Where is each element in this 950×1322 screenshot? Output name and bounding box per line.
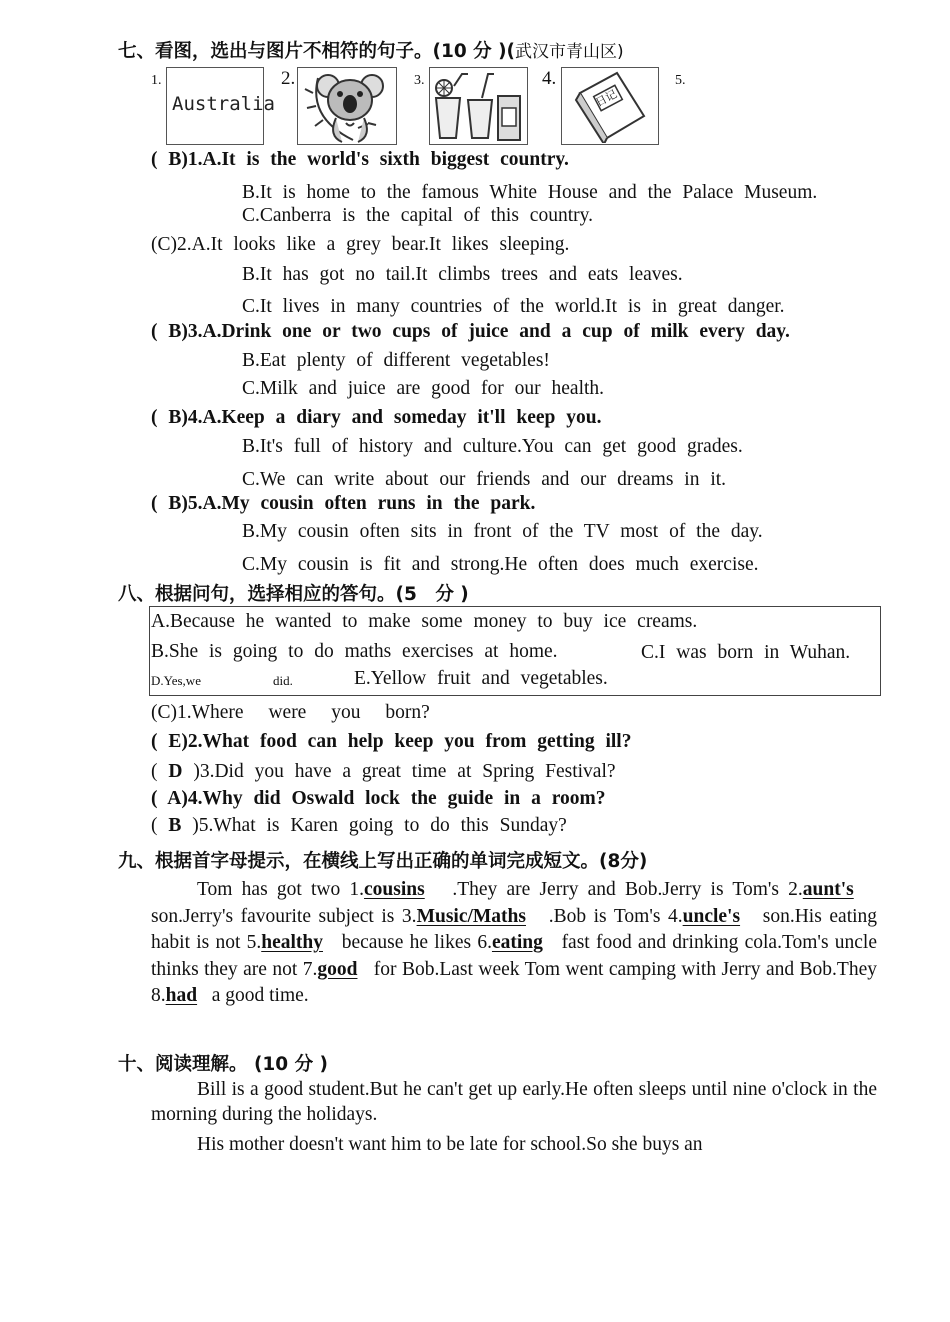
s7-q2-b: B.It has got no tail.It climbs trees and eats leaves. xyxy=(242,264,683,285)
s7-q5-b: B.My cousin often sits in front of the TV most of the day. xyxy=(242,521,763,542)
s7-q3-b: B.Eat plenty of different vegetables! xyxy=(242,350,550,371)
cloze-text-1: Tom has got two 1. xyxy=(197,879,365,900)
australia-picture xyxy=(166,67,275,145)
reading-paragraph-2: His mother doesn't want him to be late for school.So she buys an xyxy=(197,1134,703,1155)
s8-option-b: B.She is going to do maths exercises at home. xyxy=(151,641,558,662)
cloze-passage xyxy=(151,877,877,1010)
s7-q4-a: ( B)4.A.Keep a diary and someday it'll keep you. xyxy=(151,407,602,428)
section-9-title: 九、根据首字母提示，在横线上写出正确的单词完成短文。(8分) xyxy=(118,851,648,872)
s7-q2-c: C.It lives in many countries of the world.It is in great danger. xyxy=(242,296,785,317)
s8-q1: (C)1.Where were you born? xyxy=(151,702,430,723)
s7-q3-c: C.Milk and juice are good for our health. xyxy=(242,378,605,399)
s8-q3-text: )3.Did you have a great time at Spring Festival? xyxy=(193,761,616,782)
s7-q5-a: ( B)5.A.My cousin often runs in the park. xyxy=(151,493,536,514)
drinks-icon xyxy=(430,68,526,143)
cloze-text-2: .They are Jerry and Bob.Jerry is Tom's 2. xyxy=(452,879,803,900)
cloze-answer-8: had xyxy=(165,985,198,1006)
s7-q4-c: C.We can write about our friends and our dreams in it. xyxy=(242,469,727,490)
s8-q5-text: )5.What is Karen going to do this Sunday? xyxy=(192,815,567,836)
pic-number-4: 4. xyxy=(542,68,557,89)
s8-q2: ( E)2.What food can help keep you from getting ill? xyxy=(151,731,632,752)
cloze-answer-6: eating xyxy=(491,932,543,953)
s8-q5 xyxy=(151,815,567,837)
s7-q3-a: ( B)3.A.Drink one or two cups of juice and a cup of milk every day. xyxy=(151,321,790,342)
section-7-title xyxy=(118,37,624,63)
reading-paragraph-1: Bill is a good student.But he can't get up early.He often sleeps until nine o'clock in the morning during the holidays. xyxy=(151,1079,877,1125)
section-8-title: 八、根据问句，选择相应的答句。(5 分 ) xyxy=(118,584,469,605)
cloze-text-6: because he likes 6. xyxy=(341,932,492,953)
cloze-text-5: son.His eating habit is not 5. xyxy=(151,905,878,953)
section-7-title-text: 七、看图，选出与图片不相符的句子。(10 分 )( xyxy=(118,41,515,62)
cloze-answer-4: uncle's xyxy=(682,905,741,927)
s8-option-d-part1: D.Yes,we xyxy=(151,673,201,688)
s8-q4: ( A)4.Why did Oswald lock the guide in a room? xyxy=(151,788,606,809)
section-10-title: 十、阅读理解。 (10 分 ) xyxy=(118,1054,328,1075)
pic-number-2: 2. xyxy=(281,68,296,89)
s8-option-d-part2: did. xyxy=(273,673,293,688)
pic-number-1: 1. xyxy=(151,73,162,88)
s7-q4-b: B.It's full of history and culture.You can get good grades. xyxy=(242,436,743,457)
s8-option-a: A.Because he wanted to make some money to buy ice creams. xyxy=(151,611,698,632)
s8-q3-answer: D xyxy=(168,761,183,782)
diary-picture-text: 日记 xyxy=(593,87,619,110)
pic-number-5: 5. xyxy=(675,73,686,88)
cloze-text-4: .Bob is Tom's 4. xyxy=(548,905,683,927)
diary-picture xyxy=(561,67,659,145)
pic-number-3: 3. xyxy=(414,73,425,88)
s7-q1-c: C.Canberra is the capital of this country. xyxy=(242,205,593,226)
s8-q3 xyxy=(151,761,616,783)
cloze-text-9: a good time. xyxy=(211,985,309,1006)
cloze-answer-1: cousins xyxy=(364,879,425,900)
diary-icon xyxy=(562,68,657,143)
cloze-answer-7: good xyxy=(317,958,358,980)
s8-option-c: C.I was born in Wuhan. xyxy=(641,642,851,663)
s7-q1-a: ( B)1.A.It is the world's sixth biggest country. xyxy=(151,149,569,170)
cloze-text-8: for Bob.Last week Tom went camping with Jerry and Bob.They 8. xyxy=(151,958,878,1006)
koala-picture xyxy=(297,67,397,145)
cloze-text-3: son.Jerry's favourite subject is 3. xyxy=(151,905,417,927)
s8-q5-answer: B xyxy=(168,815,182,836)
section-7-source: 武汉市青山区) xyxy=(515,42,624,62)
s8-q3-open: ( xyxy=(151,761,158,782)
cloze-answer-3: Music/Maths xyxy=(416,905,526,927)
s7-q2-a: (C)2.A.It looks like a grey bear.It likes sleeping. xyxy=(151,234,570,255)
drinks-picture xyxy=(429,67,528,145)
s8-q5-open: ( xyxy=(151,815,158,836)
s7-q5-c: C.My cousin is fit and strong.He often does much exercise. xyxy=(242,554,759,575)
cloze-text-7: fast food and drinking cola.Tom's uncle thinks they are not 7. xyxy=(151,932,877,980)
cloze-answer-2: aunt's xyxy=(802,879,854,900)
s8-option-e: E.Yellow fruit and vegetables. xyxy=(354,668,608,689)
s7-q1-b: B.It is home to the famous White House and the Palace Museum. xyxy=(242,182,818,203)
cloze-answer-5: healthy xyxy=(261,932,323,953)
australia-picture-text: Australia xyxy=(172,93,275,115)
koala-icon xyxy=(298,68,395,143)
